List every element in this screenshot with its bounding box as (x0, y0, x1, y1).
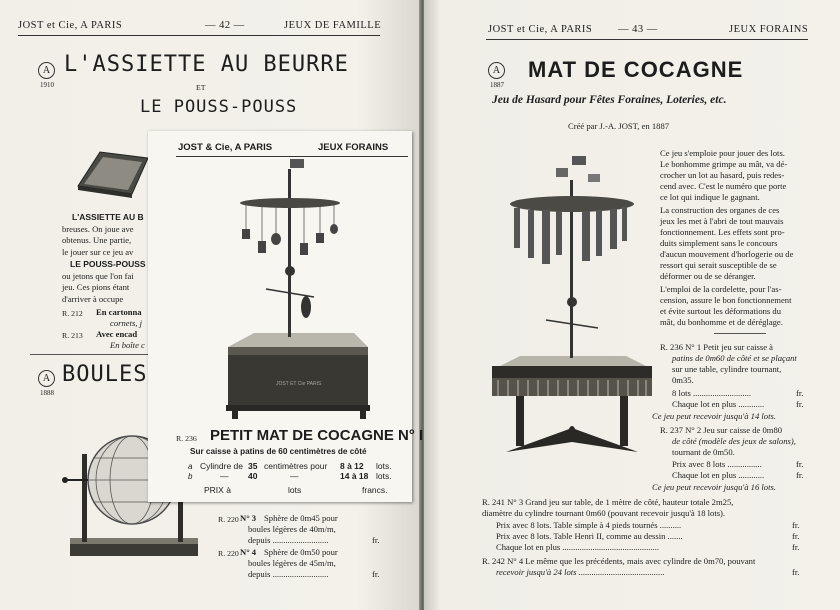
text-line-8: d'arriver à occupe (62, 294, 124, 304)
row-a-text: Cylindre de (200, 461, 243, 471)
sphere-ref-2: R. 220 (218, 549, 239, 558)
desc-line-15: et évite surtout les déformations du (660, 306, 782, 316)
row-b-letter: b (188, 472, 193, 481)
no4-unit: fr. (792, 567, 800, 577)
row-b-n2: 14 à 18 (340, 471, 369, 481)
petit-mat-illustration (210, 159, 370, 423)
item-ref-213: R. 213 (62, 331, 83, 340)
row-a-n2: 8 à 12 (340, 461, 364, 471)
assiette-board-illustration (70, 148, 150, 198)
no2-line-1: R. 237 N° 2 Jeu sur caisse de 0m80 (660, 425, 783, 435)
boules-title: BOULES (62, 362, 148, 387)
sphere-unit-2: fr. (372, 569, 380, 579)
sphere-ref-1: R. 220 (218, 515, 239, 524)
no3-price-1-unit: fr. (792, 520, 800, 530)
desc-line-16: mât, du bonhomme et de déréglage. (660, 317, 783, 327)
desc-divider (714, 333, 766, 334)
no1-line-2: patins de 0m60 de côté et se plaçant (672, 353, 797, 363)
desc-line-3: crocher un lot au hasard, puis redes- (660, 170, 785, 180)
no2-line-3: tournant de 0m50. (672, 447, 735, 457)
text-line-1: L'ASSIETTE AU B (72, 212, 144, 222)
sphere-no-4: N° 4 (240, 547, 257, 557)
no1-line-3: sur une table, cylindre tournant, (672, 364, 782, 374)
no1-price-1: 8 lots ........................... (672, 388, 752, 398)
text-line-2: breuses. On joue ave (62, 224, 134, 234)
item-ref-212: R. 212 (62, 309, 83, 318)
left-year-1910: 1910 (40, 81, 54, 89)
row-b-text: — (220, 471, 229, 481)
desc-line-4: cend avec. C'est le numéro que porte (660, 181, 787, 191)
no1-price-2: Chaque lot en plus ............ (672, 399, 765, 409)
insert-header-publisher: JOST & Cie, A PARIS (178, 142, 273, 153)
sphere-desc-2c: depuis .......................... (248, 569, 329, 579)
petit-mat-subtitle: Sur caisse à patins de 60 centimètres de côté (190, 447, 367, 456)
no1-price-2-unit: fr. (796, 399, 804, 409)
left-year-1888: 1888 (40, 389, 54, 397)
left-header-publisher: JOST et Cie, A PARIS (18, 20, 123, 31)
sphere-no-3: N° 3 (240, 513, 257, 523)
desc-line-13: L'emploi de la cordelette, pour l'as- (660, 284, 782, 294)
price-row-prix: PRIX à (204, 485, 231, 495)
no3-price-2: Prix avec 8 lots. Table Henri II, comme au dessin ....... (496, 531, 683, 541)
desc-line-9: duits simplement sans le concours (660, 238, 778, 248)
desc-line-12: déformer ou de se déranger. (660, 271, 756, 281)
right-header-category: JEUX FORAINS (729, 24, 809, 35)
row-a-n1: 35 (248, 461, 258, 471)
pouss-pouss-title: LE POUSS-POUSS (140, 97, 298, 117)
left-header-page-number: — 42 — (205, 20, 245, 31)
desc-line-8: fonctionnement. Les effets sont pro- (660, 227, 785, 237)
text-line-7: jeu. Ces pions étant (62, 282, 130, 292)
text-line-6: ou jetons que l'on fai (62, 271, 134, 281)
row-b-end: lots. (376, 471, 392, 481)
sphere-desc-1b: boules légères de 40m/m, (248, 524, 336, 534)
no1-line-4: 0m35. (672, 375, 694, 385)
mat-de-cocagne-title: MAT DE COCAGNE (528, 57, 744, 82)
desc-line-6: La construction des organes de ces (660, 205, 780, 215)
insert-card (148, 131, 424, 502)
assiette-title: L'ASSIETTE AU BEURRE (64, 52, 349, 77)
desc-line-10: d'aucun mouvement d'horlogerie ou de (660, 249, 794, 259)
no4-line-1: R. 242 N° 4 Le même que les précédents, mais avec cylindre de 0m70, pouvant (482, 556, 756, 566)
desc-line-11: ressort qui serait susceptible de se (660, 260, 777, 270)
no3-line-1: R. 241 N° 3 Grand jeu sur table, de 1 mètre de côté, hauteur totale 2m25, (482, 497, 734, 507)
row-a-end: lots. (376, 461, 392, 471)
section-divider (30, 354, 148, 355)
no3-price-1: Prix avec 8 lots. Table simple à 4 pieds tournés .......... (496, 520, 682, 530)
row-a-mid: centimètres pour (264, 461, 328, 471)
no3-price-3-unit: fr. (792, 542, 800, 552)
no4-line-2: recevoir jusqu'à 24 lots ........................................ (496, 567, 665, 577)
jost-logo-icon-3: A (488, 62, 505, 79)
price-row-lots: lots (288, 485, 302, 495)
right-header-rule (486, 39, 808, 40)
insert-header-rule (176, 156, 408, 157)
right-year-1887: 1887 (490, 81, 504, 89)
desc-line-2: Le bonhomme grimpe au mât, va dé- (660, 159, 788, 169)
insert-header-category: JEUX FORAINS (318, 142, 389, 153)
no1-price-1-unit: fr. (796, 388, 804, 398)
item-sub-212: cornets, j (110, 318, 142, 328)
sphere-desc-1c: depuis .......................... (248, 535, 329, 545)
desc-line-1: Ce jeu s'emploie pour jouer des lots. (660, 148, 785, 158)
mat-subtitle: Jeu de Hasard pour Fêtes Foraines, Loteries, etc. (492, 94, 727, 106)
right-header-page-number: — 43 — (618, 24, 658, 35)
item-sub-213: En boîte c (110, 340, 145, 350)
petit-mat-title: PETIT MAT DE COCAGNE N° I (210, 427, 424, 444)
row-a-letter: a (188, 462, 193, 471)
right-header-publisher: JOST et Cie, A PARIS (488, 24, 593, 35)
insert-ref: R. 236 (176, 434, 197, 443)
no2-price-1-unit: fr. (796, 459, 804, 469)
mat-de-cocagne-illustration (486, 152, 656, 460)
no2-price-1: Prix avec 8 lots ................ (672, 459, 762, 469)
sphere-desc-2b: boules légères de 45m/m, (248, 558, 336, 568)
no2-price-2: Chaque lot en plus ............ (672, 470, 765, 480)
jost-logo-icon: A (38, 62, 55, 79)
assiette-et: ET (196, 83, 206, 92)
sphere-unit-1: fr. (372, 535, 380, 545)
left-header-category: JEUX DE FAMILLE (284, 20, 382, 31)
desc-line-7: jeux les met à l'abri de tout mauvais (660, 216, 784, 226)
item-text-213: Avec encad (96, 329, 138, 339)
no1-note: Ce jeu peut recevoir jusqu'à 14 lots. (652, 411, 776, 421)
sphere-desc-1a: Sphère de 0m45 pour (264, 513, 338, 523)
no1-line-1: R. 236 N° 1 Petit jeu sur caisse à (660, 342, 773, 352)
item-text-212: En cartonna (96, 307, 142, 317)
right-page (424, 0, 840, 610)
no2-price-2-unit: fr. (796, 470, 804, 480)
no2-line-2: de côté (modèle des jeux de salons), (672, 436, 796, 446)
desc-line-14: cension, assure le bon fonctionnement (660, 295, 792, 305)
price-row-francs: francs. (362, 485, 388, 495)
row-b-mid: — (290, 471, 299, 481)
plate-label: JOST ET Cie PARIS (276, 381, 322, 387)
no3-price-3: Chaque lot en plus ............................................. (496, 542, 660, 552)
no2-note: Ce jeu peut recevoir jusqu'à 16 lots. (652, 482, 776, 492)
text-line-5: LE POUSS-POUSS (70, 259, 146, 269)
text-line-4: le jouer sur ce jeu av (62, 247, 134, 257)
row-b-n1: 40 (248, 471, 258, 481)
sphere-desc-2a: Sphère de 0m50 pour (264, 547, 338, 557)
created-by: Créé par J.-A. JOST, en 1887 (568, 121, 670, 131)
no3-price-2-unit: fr. (792, 531, 800, 541)
desc-line-5: ce lot qui indique le gagnant. (660, 192, 760, 202)
no3-line-2: diamètre du cylindre tournant 0m60 (pouvant recevoir jusqu'à 18 lots). (482, 508, 726, 518)
text-line-3: obtenus. Une partie, (62, 235, 132, 245)
jost-logo-icon-2: A (38, 370, 55, 387)
left-header-rule (18, 35, 380, 36)
